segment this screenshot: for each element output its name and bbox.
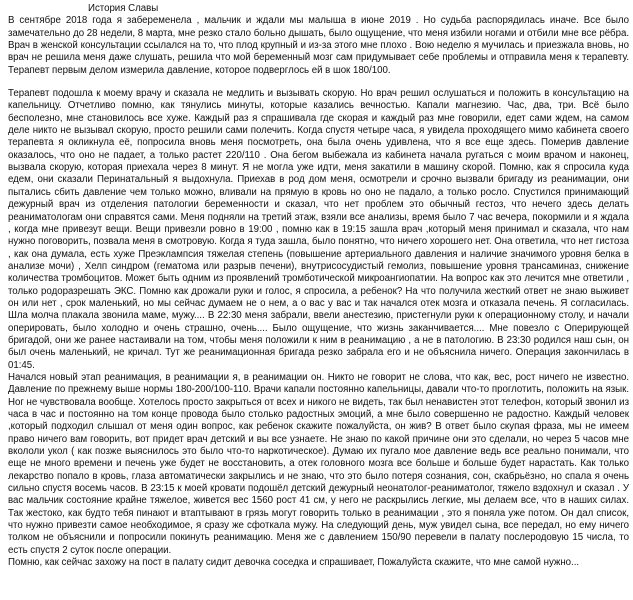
- document-title: История Славы: [88, 3, 159, 14]
- paragraph-4: Помню, как сейчас захожу на пост в палату сидит девочка соседка и спрашивает, Пожалуйста скажите, что мне самой нужно...: [8, 557, 580, 569]
- paragraph-1: В сентябре 2018 года я забеременела , мальчик и ждали мы малыша в июне 2019 . Но судьба распорядилась иначе. Все было замечательно до 28 недели, 8 марта, мне резко стало больно дышать, было ощущение, что меня избили ногами и отбили мне все рёбра. Врач в женской консультации ссылался на то, что плод крупный и из-за этого мне плохо . Вою неделю я мучилась и приезжала вновь, но врач не решила меня даже слушать, решила что мой беременный мозг сам придумывает себе проблемы и отправила меня к терапевту. Терапевт первым делом измерила давление, которое подверглось ей в шок 180/100.: [8, 15, 629, 76]
- paragraph-3: Начался новый этап реанимация, в реанимации я, в реанимации он. Никто не говорит не слова, что как, вес, рост ничего не известно. Давление по прежнему выше нормы 180-200/100-110. Врачи капали постоянно капельницы, давали что-то проглотить, положить на язык. Ног не чувствовала вообще. Хотелось просто закрыться от всех и никого не видеть, так был ненавистен этот телефон, который звонил из часа в час и постоянно на том конце провода было столько радостных эмоций, а мне было совершенно не радостно. Каждый человек ,который подходил слышал от меня один вопрос, как ребенок скажите пожалуйста, он жив? В ответ было скупая фраза, мы не имеем право ничего вам говорить, вот придет врач детский и вы все узнаете. Не знаю по какой причине они это сделали, но через 5 часов мне вкололи укол ( как позже выяснилось это было что-то наркотическое). Думаю их пугало мое давление ведь все реально понимали, что еще не много времени и печень уже будет не восстановить, а отек головного мозга все больше и больше будет нарастать. Как только лекарство попало в кровь, глаза автоматически закрылись и не знаю, что это было потеря сознания, сон, скабрьёзно, но спала я очень сильно спустя восемь часов. В 23:15 к моей кровати подошёл детский дежурный неонатолог-реаниматолог, тяжело вздохнул и сказал . У вас мальчик состояние крайне тяжелое, живется вес 1560 рост 41 см, у него не раскрылись легкие, мы делаем все, что в наших силах. Так жестоко, как будто тебя пинают и втаптывают в грязь могут говорить только в реанимации , это я поняла уже потом. Он дал список, что нужно привезти самое необходимое, я сразу же сфоткала мужу. На следующий день, муж увидел сына, все передал, но ему ничего толком не объяснили и попросили покинуть реанимацию. Меня же с давлением 150/90 перевели в палату послеродовую 15 числа, то есть спустя 2 суток после операции.: [8, 371, 629, 556]
- paragraph-2: Терапевт подошла к моему врачу и сказала не медлить и вызывать скорую. Но врач решил ослушаться и положить в консультацию на капельницу. Отчетливо помню, как тянулись минуты, которые казались вечностью. Капали магнезию. Час, два, три. Всё было бесполезно, мне становилось все хуже. Каждый раз я спрашивала где скорая и каждый раз мне говорили, едет сами ждем, на самом деле никто не вызывал скорую, просто решили сами полечить. Когда спустя четыре часа, я увидела проходящего мимо кабинета своего терапевта я окликнула её, попросила вновь меня посмотреть, она была очень удивлена, что я все еще здесь. Померив давление оказалось, что оно не падает, а только растет 220/110 . Она бегом выбежала из кабинета начала ругаться с моим врачом и наконец, вызвала скорую, которая приехала через 8 минут. Я не могла уже идти, меня закатили в машину скорой. Помню, как я спросила куда едем, они сказали Перинатальный я выдохнула. Приехав в род дом меня, осмотрели и срочно вызвали бригаду из реанимации, они пытались сбить давление чем только можно, вливали на прямую в кровь но оно не падало, а только росло. Спустился принимающий дежурный врач из отделения патологии беременности и сказал, что нет проблем это обычный гестоз, что нечего здесь делать реаниматологам они справятся сами. Меня подняли на третий этаж, взяли все анализы, время было 7 час вечера, покормили и я ждала , когда мне привезут вещи. Вещи привезли ровно в 19:00 , помню как в 19:15 зашла врач ,который меня принимал и сказала, что нам нужно поговорить, позвала меня в смотровую. Когда я туда зашла, было понятно, что ничего хорошего нет. Она ответила, что нет гистоза , как она думала, есть хуже Преэклампсия тяжелая степень (повышение артериального давления и наличие значимого уровня белка в анализе мочи) , Хелп синдром (гематома или разрыв печени), внутрисосудистый гемолиз, повышение уровня трансаминаз, снижение количества тромбоцитов. Может быть одним из проявлений тромботической микроангиопатии. На вопрос как это лечится мне ответили , только родоразрешать ЭКС. Помню как дрожали руки и голос, я спросила, а ребенок? На что получила жесткий ответ не знаю выживет он или нет , срок маленький, но мы сейчас думаем не о нем, а о вас у вас и так начался отек мозга и отказала печень. Я согласилась. Шла молча плакала звонила маме, мужу.... В 22:30 меня забрали, ввели анестезию, пристегнули руки к операционному столу, и начали оперировать, было холодно и очень страшно, очень.... Было ощущение, что жизнь заканчивается.... Мне повезло с Оперирующей бригадой, они же ранее настаивали на том, чтобы меня положили к ним в реанимацию , а не в патологию. В 23:30 родился наш сын, он был очень маленький, не кричал. Тут же реанимационная бригада резко забрала его и не объяснила ничего. Операция закончилась в 01:45.: [8, 88, 629, 371]
